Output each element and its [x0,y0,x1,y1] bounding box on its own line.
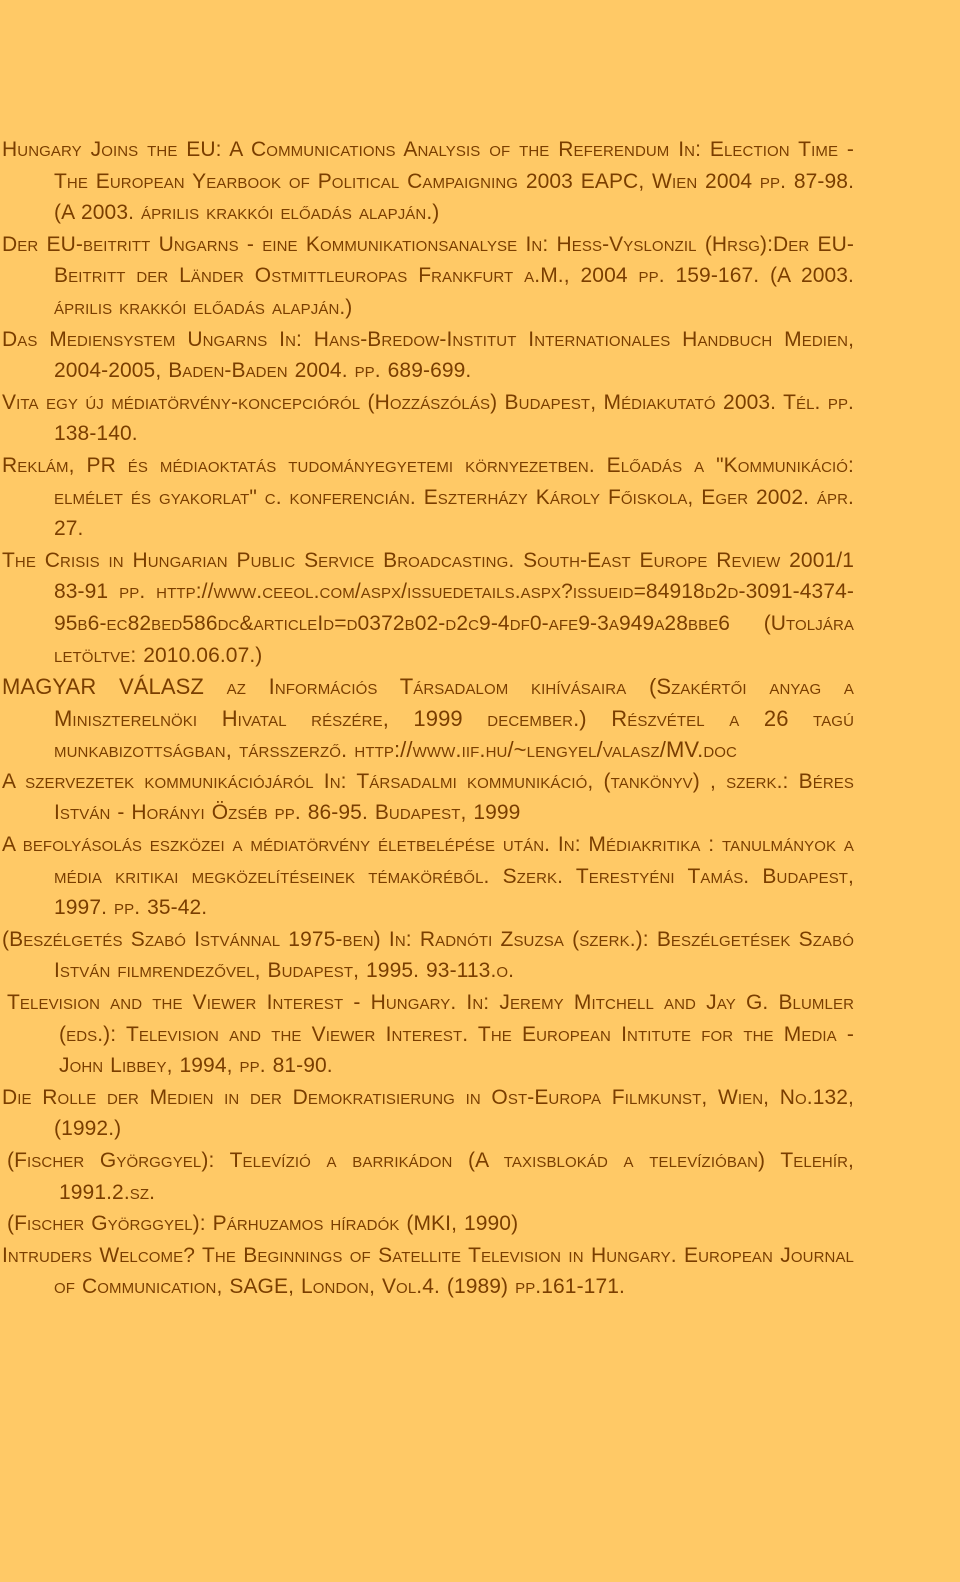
reference-item: Reklám, PR és médiaoktatás tudományegyetemi környezetben. Előadás a "Kommunikáció: elmélet és gyakorlat" c. konferencián. Eszterházy Károly Főiskola, Eger 2002. ápr. 27. [2,453,854,541]
reference-item: Television and the Viewer Interest - Hungary. In: Jeremy Mitchell and Jay G. Blumler (eds.): Television and the Viewer Interest. The European Intitute for the Media - John Libbey, 1994, pp. 81-90. [7,991,854,1078]
reference-item: Das Mediensystem Ungarns In: Hans-Bredow-Institut Internationales Handbuch Medien, 2004-2005, Baden-Baden 2004. pp. 689-699. [2,327,854,383]
reference-item: The Crisis in Hungarian Public Service Broadcasting. South-East Europe Review 2001/1 83-91 pp. http://www.ceeol.com/aspx/issuedetails.aspx?issueid=84918d2d-3091-4374-95b6-ec82bed586dc&articleId=d0372b02-d2c9-4df0-afe9-3a949a28bbe6 (Utoljára letöltve: 2010.06.07.) [2,548,854,667]
reference-item: Die Rolle der Medien in der Demokratisierung in Ost-Europa Filmkunst, Wien, No.132, (1992.) [2,1085,854,1141]
reference-item: Intruders Welcome? The Beginnings of Satellite Television in Hungary. European Journal of Communication, SAGE, London, Vol.4. (1989) pp.161-171. [2,1243,854,1299]
reference-item: (Fischer Györggyel): Párhuzamos híradók (MKI, 1990) [7,1212,519,1236]
reference-item: A befolyásolás eszközei a médiatörvény életbelépése után. In: Médiakritika : tanulmányok a média kritikai megközelítéseinek témaköréből. Szerk. Terestyéni Tamás. Budapest, 1997. pp. 35-42. [2,833,854,920]
reference-item: (Beszélgetés Szabó Istvánnal 1975-ben) In: Radnóti Zsuzsa (szerk.): Beszélgetések Szabó István filmrendezővel, Budapest, 1995. 93-113.o. [2,927,854,983]
reference-item: MAGYAR VÁLASZ az Információs Társadalom kihívásaira (Szakértői anyag a Miniszterelnöki Hivatal részére, 1999 december.) Részvétel a 26 tagú munkabizottságban, társszerző. http://www.iif.hu/~lengyel/valasz/MV.doc [2,674,854,763]
reference-item: Hungary Joins the EU: A Communications Analysis of the Referendum In: Election Time - The European Yearbook of Political Campaigning 2003 EAPC, Wien 2004 pp. 87-98. (A 2003. április krakkói előadás alapján.) [2,138,854,225]
reference-item: Der EU-beitritt Ungarns - eine Kommunikationsanalyse In: Hess-Vyslonzil (Hrsg):Der EU-Beitritt der Länder Ostmittleuropas Frankfurt a.M., 2004 pp. 159-167. (A 2003. április krakkói előadás alapján.) [2,232,854,319]
reference-list [2,134,854,1303]
reference-item: Vita egy új médiatörvény-koncepcióról (Hozzászólás) Budapest, Médiakutató 2003. Tél. pp. 138-140. [2,390,854,446]
reference-item: A szervezetek kommunikációjáról In: Társadalmi kommunikáció, (tankönyv) , szerk.: Béres István - Horányi Özséb pp. 86-95. Budapest, 1999 [2,769,854,825]
reference-item: (Fischer Györggyel): Televízió a barrikádon (A taxisblokád a televízióban) Telehír, 1991.2.sz. [7,1149,854,1204]
